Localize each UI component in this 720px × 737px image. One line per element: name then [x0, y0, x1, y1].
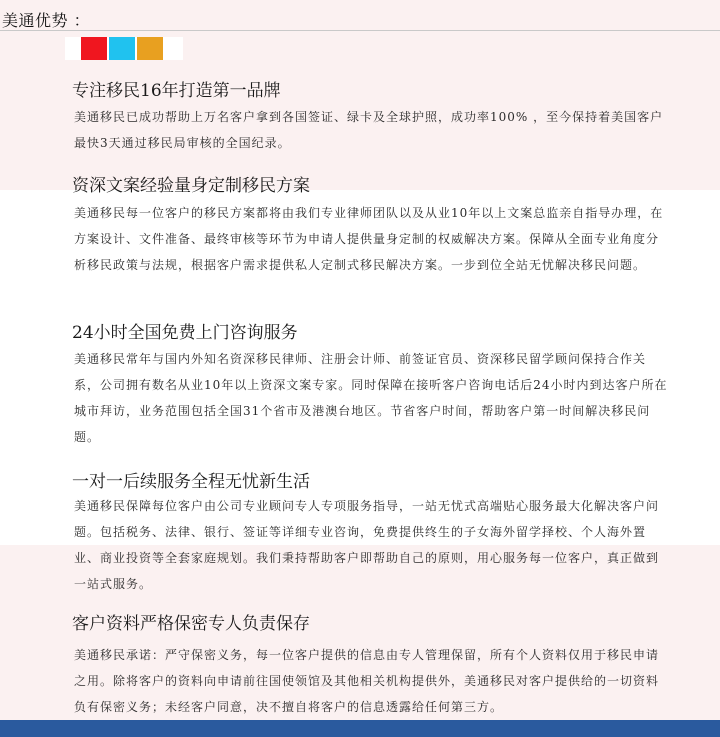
section-body-experience: 美通移民已成功帮助上万名客户拿到各国签证、绿卡及全球护照，成功率100% ，至今保持着美国客户最快3天通过移民局审核的全国纪录。	[74, 110, 664, 150]
color-swatches	[65, 37, 183, 60]
section-title-experience: 专注移民16年打造第一品牌	[72, 81, 281, 101]
cyan-swatch	[109, 37, 135, 60]
section-title-custom-plan: 资深文案经验量身定制移民方案	[72, 176, 310, 196]
section-body-consultation: 美通移民常年与国内外知名资深移民律师、注册会计师、前签证官员、资深移民留学顾问保持合作关系，公司拥有数名从业10年以上资深文案专家。同时保障在接听客户咨询电话后24小时内到达客户所在城市拜访，业务范围包括全国31个省市及港澳台地区。节省客户时间，帮助客户第一时间解决移民问题。	[74, 352, 668, 444]
header-title: 美通优势 ：	[2, 11, 91, 30]
footer-bar	[0, 720, 720, 737]
orange-swatch	[137, 37, 163, 60]
header-bar	[0, 0, 720, 31]
section-title-privacy: 客户资料严格保密专人负责保存	[72, 614, 310, 634]
section-title-followup: 一对一后续服务全程无忧新生活	[72, 472, 310, 492]
section-body-privacy: 美通移民承诺：严守保密义务，每一位客户提供的信息由专人管理保留，所有个人资料仅用于移民申请之用。除将客户的资料向申请前往国使领馆及其他相关机构提供外，美通移民对客户提供给的一切资料负有保密义务；未经客户同意，决不擅自将客户的信息透露给任何第三方。	[74, 648, 660, 714]
section-body-followup: 美通移民保障每位客户由公司专业顾问专人专项服务指导，一站无忧式高端贴心服务最大化解决客户问题。包括税务、法律、银行、签证等详细专业咨询，免费提供终生的子女海外留学择校、个人海外置业、商业投资等全套家庭规划。我们秉持帮助客户即帮助自己的原则，用心服务每一位客户，真正做到一站式服务。	[74, 499, 660, 591]
section-title-consultation: 24小时全国免费上门咨询服务	[72, 323, 298, 343]
section-body-custom-plan: 美通移民每一位客户的移民方案都将由我们专业律师团队以及从业10年以上文案总监亲自指导办理，在方案设计、文件准备、最终审核等环节为申请人提供量身定制的权威解决方案。保障从全面专业角度分析移民政策与法规，根据客户需求提供私人定制式移民解决方案。一步到位全站无忧解决移民问题。	[74, 206, 664, 272]
red-swatch	[81, 37, 107, 60]
